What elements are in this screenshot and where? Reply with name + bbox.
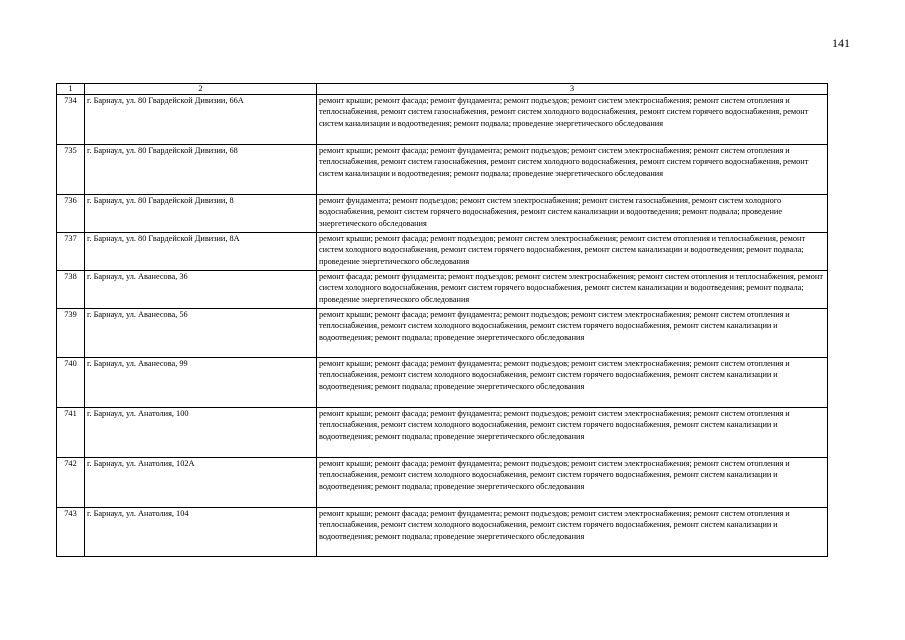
header-cell-works: 3 [317, 84, 828, 95]
table-row [57, 233, 828, 271]
table-row [57, 195, 828, 233]
row-address: г. Барнаул, ул. 80 Гвардейской Дивизии, 66А [85, 95, 317, 145]
row-works: ремонт фасада; ремонт фундамента; ремонт подъездов; ремонт систем электроснабжения; ремонт систем отопления и теплоснабжения, ремонт систем холодного водоснабжения, ремонт систем горячего водоснабжения, ремонт систем канализации и водоотведения; ремонт подвала; проведение энергетического обследования [317, 271, 828, 309]
table-row [57, 309, 828, 358]
row-address: г. Барнаул, ул. Аванесова, 56 [85, 309, 317, 358]
table-row [57, 358, 828, 408]
registry-table [56, 83, 828, 557]
row-number: 741 [57, 408, 85, 458]
row-number: 736 [57, 195, 85, 233]
row-number: 735 [57, 145, 85, 195]
page-number: 141 [832, 36, 850, 50]
table-row [57, 458, 828, 508]
row-number: 740 [57, 358, 85, 408]
row-address: г. Барнаул, ул. 80 Гвардейской Дивизии, 8А [85, 233, 317, 271]
header-cell-number: 1 [57, 84, 85, 95]
table-row [57, 408, 828, 458]
header-cell-address: 2 [85, 84, 317, 95]
header-row [57, 84, 828, 95]
row-works: ремонт крыши; ремонт фасада; ремонт фундамента; ремонт подъездов; ремонт систем электроснабжения; ремонт систем отопления и теплоснабжения, ремонт систем газоснабжения, ремонт систем холодного водоснабжения, ремонт систем горячего водоснабжения, ремонт систем канализации и водоотведения; ремонт подвала; проведение энергетического обследования [317, 145, 828, 195]
row-works: ремонт крыши; ремонт фасада; ремонт фундамента; ремонт подъездов; ремонт систем электроснабжения; ремонт систем отопления и теплоснабжения, ремонт систем холодного водоснабжения, ремонт систем горячего водоснабжения, ремонт систем канализации и водоотведения; ремонт подвала; проведение энергетического обследования [317, 309, 828, 358]
row-works: ремонт крыши; ремонт фасада; ремонт подъездов; ремонт систем электроснабжения; ремонт систем отопления и теплоснабжения, ремонт систем холодного водоснабжения, ремонт систем горячего водоснабжения, ремонт систем канализации и водоотведения; ремонт подвала; проведение энергетического обследования [317, 233, 828, 271]
row-address: г. Барнаул, ул. Аванесова, 36 [85, 271, 317, 309]
table-row [57, 271, 828, 309]
row-works: ремонт крыши; ремонт фасада; ремонт фундамента; ремонт подъездов; ремонт систем электроснабжения; ремонт систем отопления и теплоснабжения, ремонт систем холодного водоснабжения, ремонт систем горячего водоснабжения, ремонт систем канализации и водоотведения; ремонт подвала; проведение энергетического обследования [317, 458, 828, 508]
row-works: ремонт крыши; ремонт фасада; ремонт фундамента; ремонт подъездов; ремонт систем электроснабжения; ремонт систем отопления и теплоснабжения, ремонт систем холодного водоснабжения, ремонт систем горячего водоснабжения, ремонт систем канализации и водоотведения; ремонт подвала; проведение энергетического обследования [317, 408, 828, 458]
row-number: 739 [57, 309, 85, 358]
row-number: 737 [57, 233, 85, 271]
table-row [57, 145, 828, 195]
row-address: г. Барнаул, ул. Анатолия, 100 [85, 408, 317, 458]
row-address: г. Барнаул, ул. 80 Гвардейской Дивизии, 8 [85, 195, 317, 233]
row-works: ремонт крыши; ремонт фасада; ремонт фундамента; ремонт подъездов; ремонт систем электроснабжения; ремонт систем отопления и теплоснабжения, ремонт систем холодного водоснабжения, ремонт систем горячего водоснабжения, ремонт систем канализации и водоотведения; ремонт подвала; проведение энергетического обследования [317, 358, 828, 408]
row-number: 743 [57, 508, 85, 557]
table-row [57, 508, 828, 557]
row-address: г. Барнаул, ул. Аванесова, 99 [85, 358, 317, 408]
table-row [57, 95, 828, 145]
row-address: г. Барнаул, ул. 80 Гвардейской Дивизии, 68 [85, 145, 317, 195]
row-number: 734 [57, 95, 85, 145]
row-address: г. Барнаул, ул. Анатолия, 102А [85, 458, 317, 508]
row-works: ремонт крыши; ремонт фасада; ремонт фундамента; ремонт подъездов; ремонт систем электроснабжения; ремонт систем отопления и теплоснабжения, ремонт систем газоснабжения, ремонт систем холодного водоснабжения, ремонт систем горячего водоснабжения, ремонт систем канализации и водоотведения; ремонт подвала; проведение энергетического обследования [317, 95, 828, 145]
row-works: ремонт крыши; ремонт фасада; ремонт фундамента; ремонт подъездов; ремонт систем электроснабжения; ремонт систем отопления и теплоснабжения, ремонт систем холодного водоснабжения, ремонт систем горячего водоснабжения, ремонт систем канализации и водоотведения; ремонт подвала; проведение энергетического обследования [317, 508, 828, 557]
row-number: 742 [57, 458, 85, 508]
row-address: г. Барнаул, ул. Анатолия, 104 [85, 508, 317, 557]
row-number: 738 [57, 271, 85, 309]
row-works: ремонт фундамента; ремонт подъездов; ремонт систем электроснабжения; ремонт систем газоснабжения, ремонт систем холодного водоснабжения, ремонт систем горячего водоснабжения, ремонт систем канализации и водоотведения; ремонт подвала; проведение энергетического обследования [317, 195, 828, 233]
